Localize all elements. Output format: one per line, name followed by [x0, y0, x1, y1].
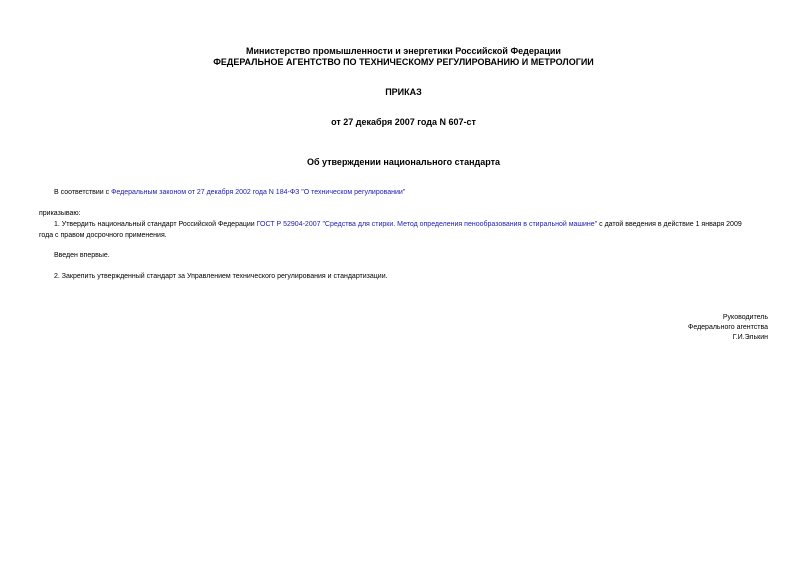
item-1-suffix: с датой введения в действие 1 января 2009 — [597, 221, 742, 228]
item-1-line-2: года с правом досрочного применения. — [39, 232, 167, 239]
document-type: ПРИКАЗ — [385, 87, 422, 97]
document-date-number: от 27 декабря 2007 года N 607-ст — [331, 117, 476, 127]
document-subject: Об утверждении национального стандарта — [306, 157, 501, 167]
item-2: 2. Закрепить утвержденный стандарт за Управлением технического регулирования и стандартизации. — [54, 273, 388, 280]
gost-standard-link[interactable]: ГОСТ Р 52904-2007 "Средства для стирки. Метод определения пенообразования в стиральной машине" — [256, 221, 598, 228]
signature-title-2: Федерального агентства — [688, 324, 768, 331]
preamble-prefix: В соответствии с — [54, 189, 112, 196]
federal-law-link[interactable]: Федеральным законом от 27 декабря 2002 года N 184-ФЗ "О техническом регулировании" — [111, 189, 406, 196]
item-1-line-1 — [54, 219, 742, 230]
item-1-prefix: 1. Утвердить национальный стандарт Российской Федерации — [54, 221, 257, 228]
signature-title-1: Руководитель — [722, 314, 768, 321]
agency-title: ФЕДЕРАЛЬНОЕ АГЕНТСТВО ПО ТЕХНИЧЕСКОМУ РЕГУЛИРОВАНИЮ И МЕТРОЛОГИИ — [213, 57, 594, 67]
order-word: приказываю: — [39, 210, 81, 217]
introduced-note: Введен впервые. — [54, 252, 110, 259]
signature-name: Г.И.Элькин — [732, 334, 768, 341]
ministry-title: Министерство промышленности и энергетики Российской Федерации — [246, 46, 561, 56]
preamble-paragraph — [54, 187, 405, 198]
